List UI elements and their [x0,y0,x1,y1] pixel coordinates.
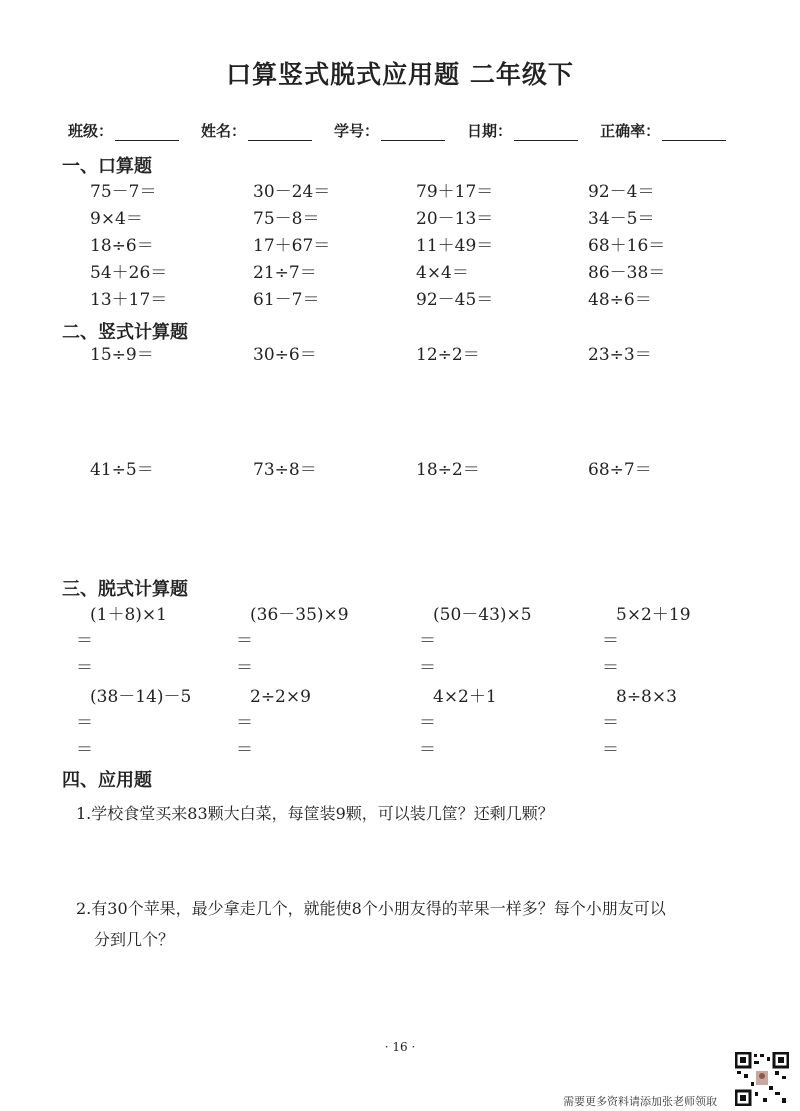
blank-line[interactable] [248,124,312,141]
oral-item: 54＋26＝ [90,263,168,283]
vertical-item: 18÷2＝ [416,460,480,480]
equals-line: ＝ [76,740,93,760]
page-number: · 16 · [384,1040,416,1054]
equals-line: ＝ [602,713,619,733]
stepwise-problem [602,684,752,764]
oral-item: 68＋16＝ [588,236,666,256]
info-date [467,120,578,141]
stepwise-problem [419,684,602,764]
section-title-vertical: 二、竖式计算题 [62,322,188,343]
info-accuracy [600,120,726,141]
equals-line: ＝ [419,740,436,760]
info-label: 学号： [334,122,380,140]
oral-item: 92－4＝ [588,182,655,202]
vertical-item: 41÷5＝ [90,460,154,480]
stepwise-problem [76,602,236,682]
equals-line: ＝ [602,631,619,651]
stepwise-problem [602,602,752,682]
blank-line[interactable] [514,124,578,141]
stepwise-row2 [76,684,756,764]
oral-item: 34－5＝ [588,209,655,229]
info-label: 正确率： [600,122,661,140]
oral-item: 20－13＝ [416,209,494,229]
info-label: 姓名： [201,122,247,140]
equals-line: ＝ [236,713,253,733]
stepwise-problem [236,602,419,682]
stepwise-expr: 8÷8×3 [616,687,677,707]
oral-item: 79＋17＝ [416,182,494,202]
oral-item: 92－45＝ [416,290,494,310]
blank-line[interactable] [381,124,445,141]
equals-line: ＝ [236,631,253,651]
oral-item: 86－38＝ [588,263,666,283]
stepwise-expr: 5×2＋19 [616,605,691,625]
info-row [68,120,748,141]
blank-line[interactable] [662,124,726,141]
oral-item: 11＋49＝ [416,236,494,256]
page-title: 口算竖式脱式应用题 二年级下 [226,60,574,89]
vertical-item: 30÷6＝ [253,345,317,365]
equals-line: ＝ [419,713,436,733]
stepwise-expr: (1＋8)×1 [90,605,167,625]
stepwise-expr: 4×2＋1 [433,687,497,707]
oral-item: 4×4＝ [416,263,469,283]
stepwise-problem [419,602,602,682]
equals-line: ＝ [76,658,93,678]
section-title-stepwise: 三、脱式计算题 [62,579,188,600]
oral-grid [90,179,750,314]
equals-line: ＝ [419,658,436,678]
vertical-item: 12÷2＝ [416,345,480,365]
equals-line: ＝ [76,713,93,733]
stepwise-problem [236,684,419,764]
oral-item: 30－24＝ [253,182,331,202]
stepwise-expr: 2÷2×9 [250,687,311,707]
info-class [68,120,179,141]
oral-item: 21÷7＝ [253,263,317,283]
equals-line: ＝ [602,740,619,760]
oral-item: 18÷6＝ [90,236,154,256]
word-problem-2-cont: 分到几个？ [94,930,175,949]
oral-item: 13＋17＝ [90,290,168,310]
oral-item: 17＋67＝ [253,236,331,256]
oral-item: 75－8＝ [253,209,320,229]
vertical-item: 15÷9＝ [90,345,154,365]
oral-item: 48÷6＝ [588,290,652,310]
blank-line[interactable] [115,124,179,141]
vertical-item: 73÷8＝ [253,460,317,480]
vertical-item: 23÷3＝ [588,345,652,365]
equals-line: ＝ [419,631,436,651]
info-name [201,120,312,141]
stepwise-expr: (50－43)×5 [433,605,532,625]
vertical-item: 68÷7＝ [588,460,652,480]
section-title-oral: 一、口算题 [62,156,152,177]
vertical-grid-row1 [90,342,750,369]
stepwise-row1 [76,602,756,682]
qr-code-icon [735,1052,789,1106]
vertical-grid-row2 [90,457,750,484]
word-problem-2: 2.有30个苹果，最少拿走几个，就能使8个小朋友得的苹果一样多？每个小朋友可以 [76,899,666,918]
oral-item: 61－7＝ [253,290,320,310]
equals-line: ＝ [602,658,619,678]
oral-item: 75－7＝ [90,182,157,202]
stepwise-expr: (38－14)－5 [90,687,192,707]
equals-line: ＝ [236,658,253,678]
word-problem-1: 1.学校食堂买来83颗大白菜，每筐装9颗，可以装几筐？还剩几颗？ [76,804,554,823]
equals-line: ＝ [76,631,93,651]
info-label: 班级： [68,122,114,140]
info-label: 日期： [467,122,513,140]
info-id [334,120,445,141]
equals-line: ＝ [236,740,253,760]
footer-note: 需要更多资料请添加张老师领取 [563,1095,717,1108]
stepwise-problem [76,684,236,764]
stepwise-expr: (36－35)×9 [250,605,349,625]
oral-item: 9×4＝ [90,209,143,229]
section-title-word: 四、应用题 [62,770,152,791]
